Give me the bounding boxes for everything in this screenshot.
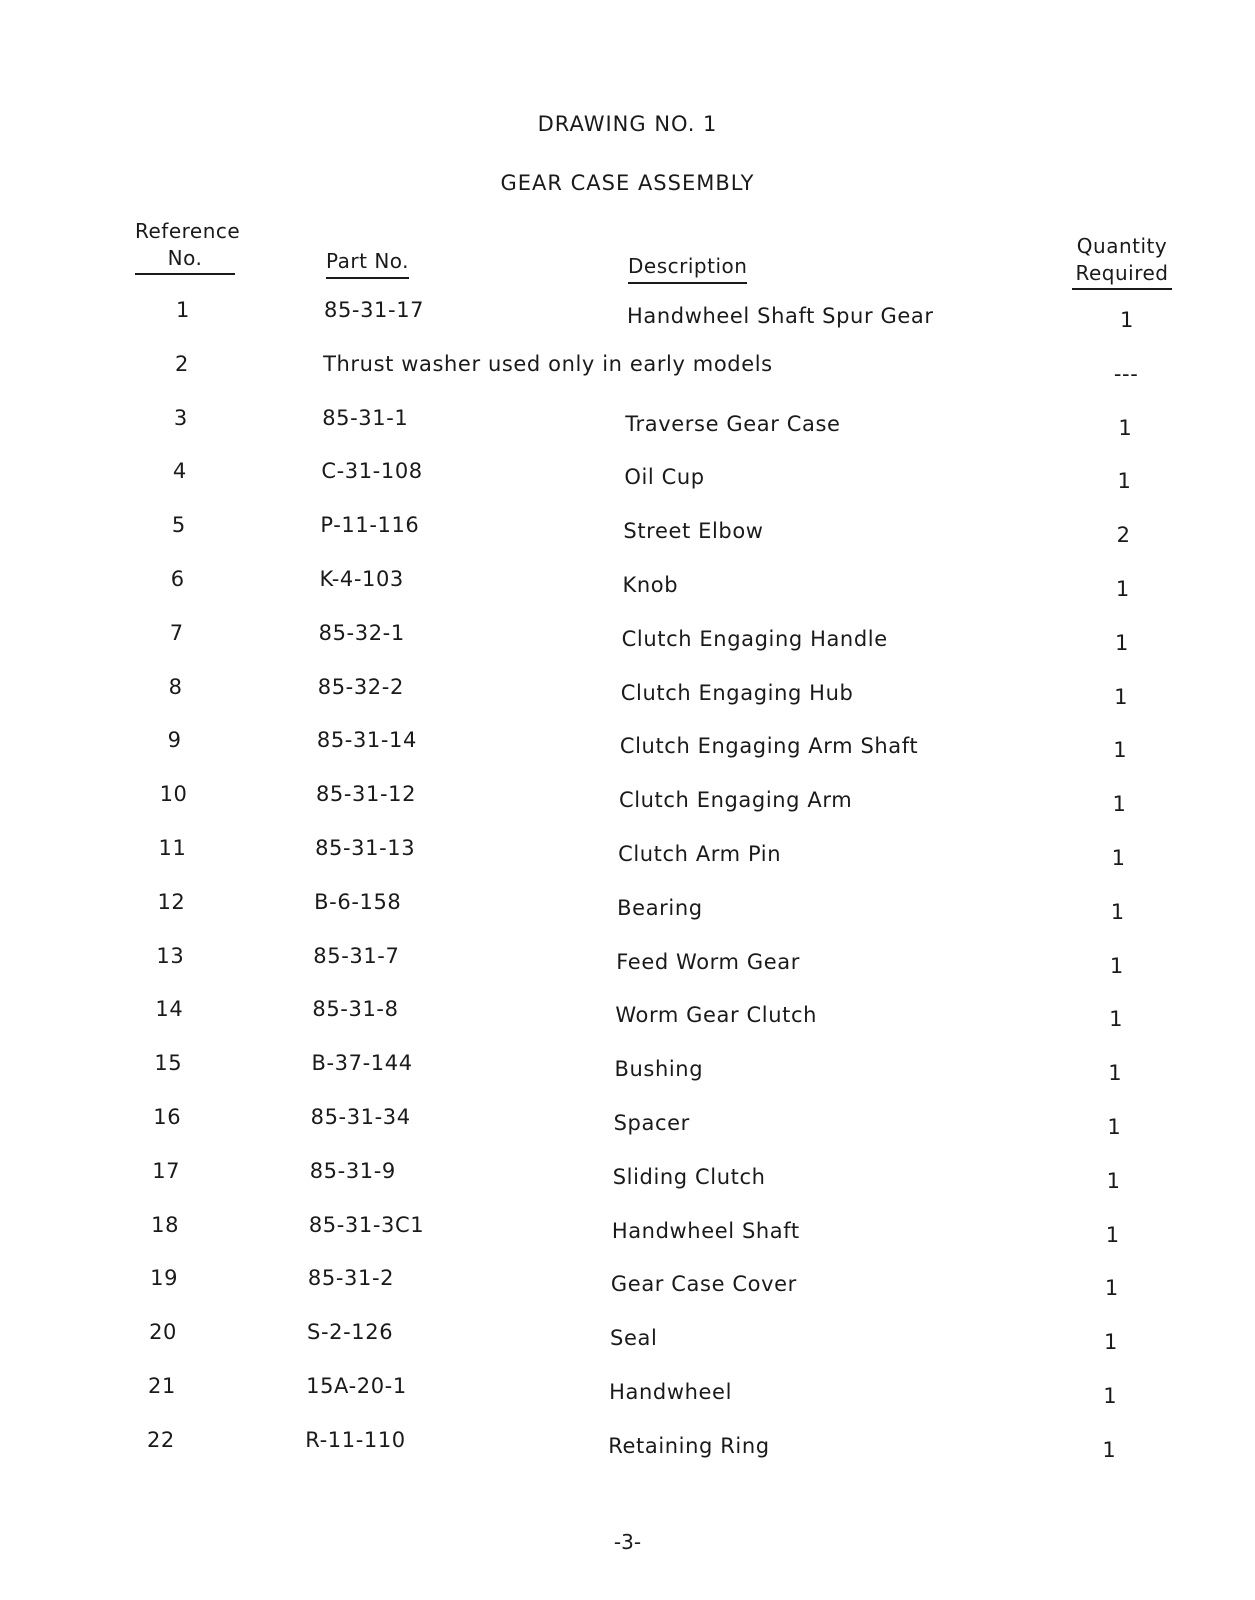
quantity-cell: 1 <box>1109 1007 1124 1032</box>
description-cell: Clutch Engaging Handle <box>621 626 888 651</box>
description-cell: Feed Worm Gear <box>616 949 800 974</box>
description-cell: Clutch Arm Pin <box>618 842 782 866</box>
table-row <box>0 675 1255 715</box>
part-no-cell: 85-31-12 <box>315 782 417 807</box>
quantity-cell: 1 <box>1110 899 1125 924</box>
assembly-title: GEAR CASE ASSEMBLY <box>500 171 755 195</box>
reference-header-line1: Reference <box>135 219 241 243</box>
part-no-cell: S-2-126 <box>307 1320 394 1345</box>
part-no-cell: 85-31-9 <box>309 1158 396 1183</box>
reference-no-cell: 21 <box>148 1374 176 1398</box>
quantity-cell: 1 <box>1106 1168 1121 1193</box>
part-no-cell: R-11-110 <box>305 1427 406 1452</box>
description-cell: Sliding Clutch <box>612 1164 766 1189</box>
table-row <box>0 1105 1255 1145</box>
quantity-cell: 1 <box>1107 1115 1122 1139</box>
reference-no-cell: 22 <box>146 1427 175 1452</box>
part-no-cell: 85-31-14 <box>316 728 417 753</box>
reference-no-cell: 16 <box>153 1105 182 1129</box>
part-no-cell: 15A-20-1 <box>306 1374 407 1398</box>
table-row <box>0 513 1255 553</box>
page-number: -3- <box>613 1530 642 1554</box>
reference-header-line2: No. <box>135 245 235 275</box>
table-row <box>0 997 1255 1037</box>
quantity-cell: 1 <box>1104 1276 1119 1301</box>
reference-no-cell: 1 <box>176 298 190 322</box>
description-cell: Handwheel <box>609 1380 732 1404</box>
part-no-cell: 85-31-2 <box>307 1266 395 1291</box>
quantity-cell: 1 <box>1114 684 1129 709</box>
part-no-cell: 85-31-34 <box>310 1105 411 1129</box>
reference-no-cell: 7 <box>169 620 184 645</box>
description-cell: Worm Gear Clutch <box>615 1003 818 1028</box>
part-no-cell: P-11-116 <box>320 513 420 538</box>
quantity-cell: 1 <box>1113 738 1128 763</box>
drawing-title: DRAWING NO. 1 <box>537 112 718 136</box>
description-header-label: Description <box>628 253 747 284</box>
description-cell: Traverse Gear Case <box>625 411 841 436</box>
reference-no-cell: 13 <box>156 943 185 968</box>
description-cell: Bushing <box>614 1057 704 1082</box>
table-row <box>0 1213 1255 1253</box>
table-row <box>0 728 1255 768</box>
description-cell: Handwheel Shaft Spur Gear <box>627 304 934 328</box>
reference-no-cell: 4 <box>172 459 187 484</box>
part-no-cell: B-6-158 <box>314 889 402 914</box>
part-no-cell: 85-31-17 <box>324 298 425 322</box>
part-no-cell: C-31-108 <box>321 459 423 484</box>
quantity-cell: 1 <box>1102 1437 1117 1462</box>
description-header <box>628 253 747 284</box>
description-cell: Clutch Engaging Arm <box>618 788 853 813</box>
table-row <box>0 944 1255 984</box>
quantity-required-header <box>1072 233 1172 290</box>
table-row <box>0 621 1255 661</box>
description-cell: Handwheel Shaft <box>611 1218 800 1243</box>
part-no-cell: K-4-103 <box>319 567 404 591</box>
description-cell: Clutch Engaging Arm Shaft <box>619 734 919 759</box>
table-row <box>0 352 1255 392</box>
reference-no-cell: 3 <box>173 405 188 430</box>
quantity-cell: --- <box>1113 361 1139 386</box>
table-row <box>0 459 1255 499</box>
table-row <box>0 1320 1255 1360</box>
part-no-cell: 85-31-1 <box>322 405 409 430</box>
description-cell: Seal <box>610 1326 658 1351</box>
quantity-cell: 1 <box>1103 1384 1118 1408</box>
description-cell: Oil Cup <box>624 465 705 490</box>
table-row <box>0 1374 1255 1414</box>
reference-no-cell: 2 <box>174 351 189 376</box>
quantity-header-line2: Required <box>1072 260 1172 290</box>
reference-no-cell: 15 <box>154 1051 183 1076</box>
reference-no-cell: 20 <box>149 1320 177 1345</box>
quantity-cell: 1 <box>1114 630 1129 655</box>
description-cell: Gear Case Cover <box>610 1272 797 1297</box>
description-cell: Retaining Ring <box>608 1433 770 1458</box>
table-row <box>0 1266 1255 1306</box>
quantity-cell: 2 <box>1116 523 1131 548</box>
part-no-header-label: Part No. <box>326 248 409 279</box>
table-row <box>0 890 1255 930</box>
part-no-cell: B-37-144 <box>311 1051 413 1076</box>
part-no-cell: 85-31-8 <box>312 997 399 1022</box>
table-row <box>0 298 1255 338</box>
description-cell: Bearing <box>617 895 703 920</box>
part-no-cell: 85-31-3C1 <box>308 1212 425 1237</box>
quantity-header-line1: Quantity <box>1076 234 1168 258</box>
reference-no-cell: 9 <box>167 728 182 753</box>
quantity-cell: 1 <box>1112 792 1127 817</box>
table-row <box>0 1051 1255 1091</box>
reference-no-cell: 17 <box>152 1158 181 1183</box>
reference-no-header <box>135 218 241 275</box>
part-no-cell: 85-31-13 <box>315 836 416 860</box>
reference-no-cell: 12 <box>157 889 186 914</box>
table-row <box>0 1428 1255 1468</box>
table-row <box>0 782 1255 822</box>
reference-no-cell: 6 <box>170 567 185 591</box>
part-no-header <box>326 248 409 279</box>
description-cell: Knob <box>622 573 679 597</box>
table-row <box>0 567 1255 607</box>
reference-no-cell: 14 <box>155 997 184 1022</box>
table-row <box>0 1159 1255 1199</box>
quantity-cell: 1 <box>1120 308 1134 332</box>
quantity-cell: 1 <box>1117 469 1132 494</box>
quantity-cell: 1 <box>1115 577 1130 601</box>
part-no-cell: Thrust washer used only in early models <box>323 351 773 376</box>
reference-no-cell: 5 <box>171 513 186 538</box>
part-no-cell: 85-32-2 <box>317 674 404 699</box>
description-cell: Street Elbow <box>623 519 764 544</box>
reference-no-cell: 10 <box>159 782 188 807</box>
quantity-cell: 1 <box>1104 1330 1119 1355</box>
quantity-cell: 1 <box>1105 1222 1120 1247</box>
quantity-cell: 1 <box>1111 846 1126 870</box>
reference-no-cell: 18 <box>151 1212 180 1237</box>
quantity-cell: 1 <box>1108 1061 1123 1086</box>
description-cell: Clutch Engaging Hub <box>620 680 854 705</box>
table-row <box>0 406 1255 446</box>
reference-no-cell: 8 <box>168 674 183 699</box>
quantity-cell: 1 <box>1118 415 1133 440</box>
table-row <box>0 836 1255 876</box>
reference-no-cell: 19 <box>150 1266 179 1291</box>
part-no-cell: 85-32-1 <box>318 620 405 645</box>
description-cell: Spacer <box>613 1111 690 1135</box>
quantity-cell: 1 <box>1109 953 1124 978</box>
part-no-cell: 85-31-7 <box>313 943 400 968</box>
reference-no-cell: 11 <box>158 836 187 860</box>
